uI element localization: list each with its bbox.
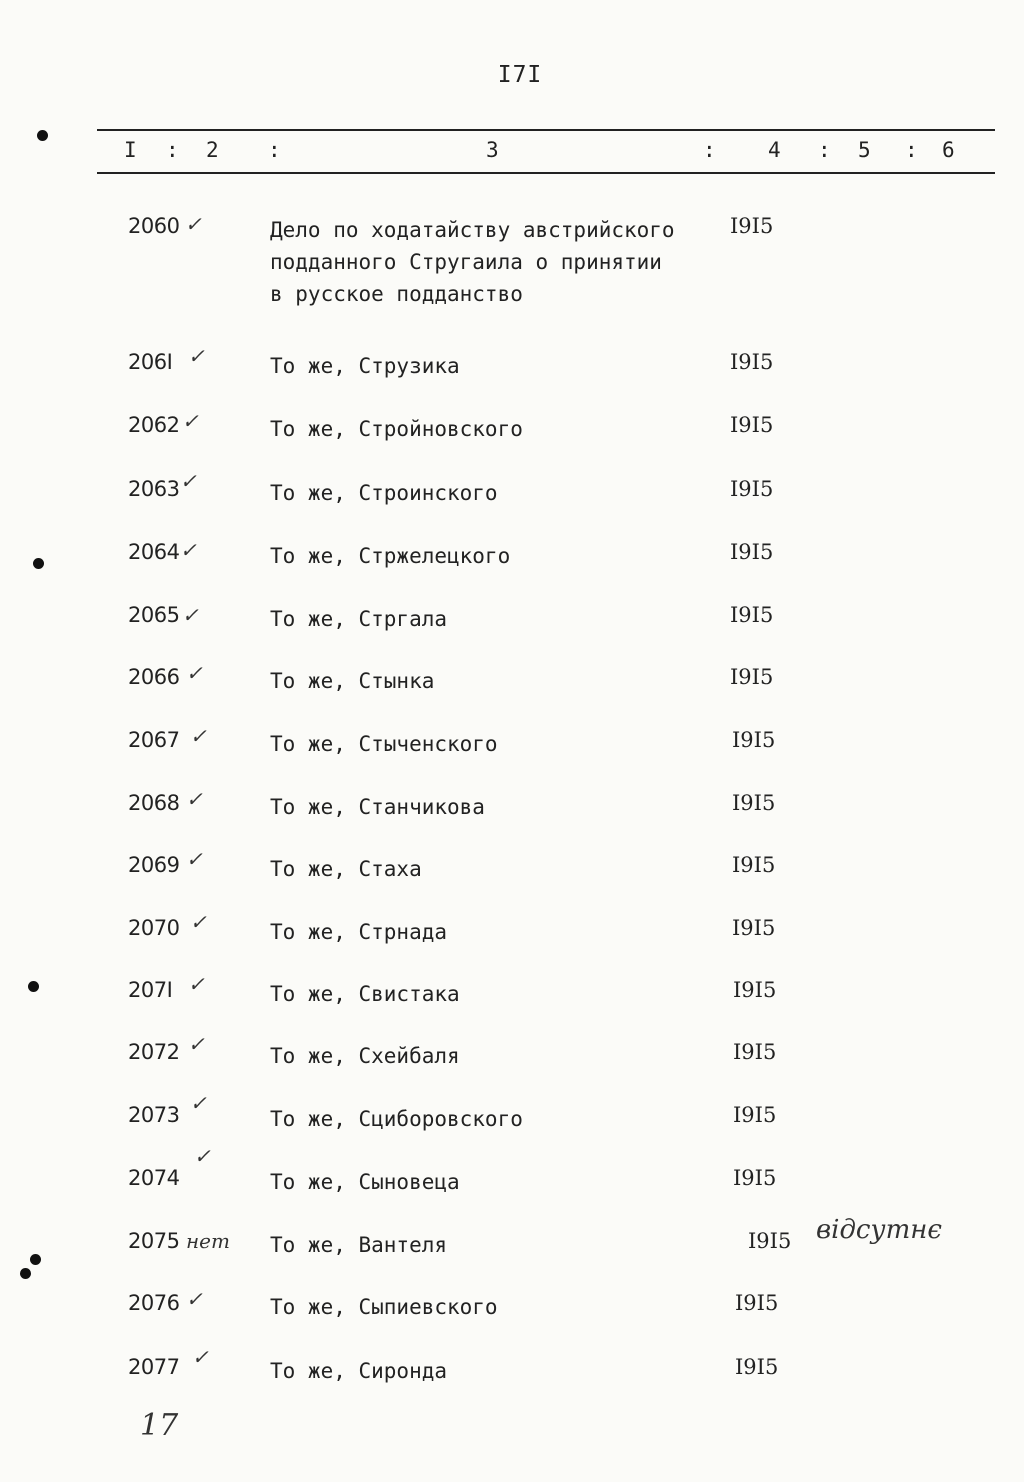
check-mark-icon: ✓ [186,661,203,685]
page-number: I7I [497,62,543,88]
check-mark-icon: ✓ [186,847,203,871]
row-year: I9I5 [730,665,774,689]
check-mark-icon: ✓ [186,787,203,811]
check-mark-icon: ✓ [182,603,199,627]
check-mark-icon: ✓ [185,212,202,236]
row-description: То же, Струзика [270,354,460,378]
row-number: 2067 [128,728,180,752]
row-number: 2062 [128,413,180,437]
row-year: I9I5 [733,1166,777,1190]
row-year: I9I5 [730,603,774,627]
check-mark-icon: ✓ [188,972,205,996]
row-year: I9I5 [735,1355,779,1379]
header-top-rule [97,129,995,131]
check-mark-icon: ✓ [192,1345,209,1369]
row-description: То же, Стаха [270,857,422,881]
row-year: I9I5 [730,413,774,437]
col-header-4: 4 [768,138,781,162]
row-description: То же, Стыченского [270,732,498,756]
row-description: То же, Стржелецкого [270,544,511,568]
row-description: То же, Сыновеца [270,1170,460,1194]
punch-hole-icon [20,1268,31,1279]
punch-hole-icon [30,1254,41,1265]
row-number: 2063 [128,477,180,501]
col-header-1: I [124,138,137,162]
row-number: 2076 [128,1291,180,1315]
row-number: 2072 [128,1040,180,1064]
check-mark-icon: ✓ [188,1032,205,1056]
col-header-3: 3 [486,138,499,162]
row-number: 2077 [128,1355,180,1379]
check-mark-icon: ✓ [188,344,205,368]
row-year: I9I5 [730,477,774,501]
absence-mark: нет [186,1229,230,1253]
col-header-5: 5 [858,138,871,162]
row-number: 2068 [128,791,180,815]
column-header-row [0,138,1024,168]
check-mark-icon: ✓ [186,1287,203,1311]
col-separator: : [818,138,831,162]
row-year: I9I5 [732,916,776,940]
row-number: 2075 [128,1229,180,1253]
row-description: То же, Строинского [270,481,498,505]
check-mark-icon: ✓ [180,538,197,562]
punch-hole-icon [37,130,48,141]
check-mark-icon: ✓ [180,469,197,493]
row-number: 207I [128,978,173,1002]
punch-hole-icon [33,558,44,569]
row-year: I9I5 [730,214,774,238]
row-description: То же, Стройновского [270,417,523,441]
row-description: То же, Свистака [270,982,460,1006]
col-header-6: 6 [942,138,955,162]
row-description: То же, Стргала [270,607,448,631]
row-year: I9I5 [748,1229,792,1253]
punch-hole-icon [28,981,39,992]
row-year: I9I5 [732,791,776,815]
row-number: 2060 [128,214,180,238]
handwritten-note: вiдсутнє [816,1215,942,1245]
row-number: 206I [128,350,173,374]
row-number: 2073 [128,1103,180,1127]
row-year: I9I5 [732,728,776,752]
row-description: То же, Сциборовского [270,1107,523,1131]
row-number: 2066 [128,665,180,689]
check-mark-icon: ✓ [182,409,199,433]
row-description: То же, Сыпиевского [270,1295,498,1319]
row-year: I9I5 [730,540,774,564]
row-description: То же, Станчикова [270,795,485,819]
row-year: I9I5 [733,1103,777,1127]
check-mark-icon: ✓ [194,1144,211,1168]
row-description: То же, Вантеля [270,1233,448,1257]
row-year: I9I5 [730,350,774,374]
row-year: I9I5 [733,978,777,1002]
row-year: I9I5 [735,1291,779,1315]
check-mark-icon: ✓ [190,910,207,934]
check-mark-icon: ✓ [190,1091,207,1115]
row-number: 2064 [128,540,180,564]
row-description: То же, Схейбаля [270,1044,460,1068]
row-number: 2069 [128,853,180,877]
row-number: 2070 [128,916,180,940]
row-description: То же, Сиронда [270,1359,448,1383]
row-description: То же, Стрнада [270,920,448,944]
header-bottom-rule [97,172,995,174]
check-mark-icon: ✓ [190,724,207,748]
col-separator: : [905,138,918,162]
row-description: Дело по ходатайству австрийского подданного Стругаила о принятии в русское подданство [270,218,675,306]
col-separator: : [703,138,716,162]
row-number: 2065 [128,603,180,627]
col-separator: : [268,138,281,162]
handwritten-footnote: 17 [140,1408,179,1443]
row-year: I9I5 [732,853,776,877]
col-separator: : [166,138,179,162]
row-description: То же, Стынка [270,669,435,693]
row-year: I9I5 [733,1040,777,1064]
row-number: 2074 [128,1166,180,1190]
col-header-2: 2 [206,138,219,162]
